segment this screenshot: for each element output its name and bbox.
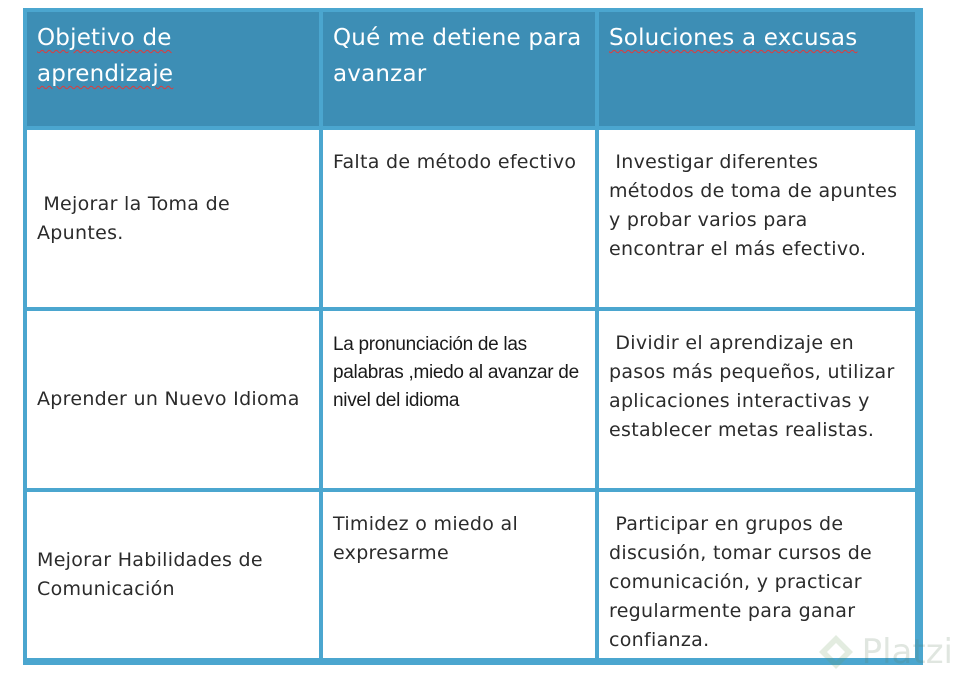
- row-3-solution-text: Participar en grupos de discusión, tomar cursos de comunicación, y practicar regularmente para ganar confianza.: [609, 513, 879, 651]
- header-blocker-line2: avanzar: [333, 61, 427, 87]
- row-2-solution: [599, 311, 915, 488]
- header-objective-line1: Objetivo de: [37, 25, 172, 51]
- row-3-blocker-text: Timidez o miedo al expresarme: [333, 513, 519, 564]
- header-solution-label: Soluciones a excusas: [609, 25, 858, 51]
- table-grid: [27, 12, 919, 661]
- row-2-objective: [27, 311, 319, 488]
- row-3-objective: [27, 492, 319, 658]
- header-solution: [599, 12, 915, 126]
- header-blocker: [323, 12, 595, 126]
- header-objective-line2: aprendizaje: [37, 61, 174, 87]
- row-1-blocker: [323, 130, 595, 307]
- row-1-objective: [27, 130, 319, 307]
- row-2-solution-text: Dividir el aprendizaje en pasos más pequeños, utilizar aplicaciones interactivas y establecer metas realistas.: [609, 332, 901, 441]
- header-blocker-line1: Qué me detiene para: [333, 25, 582, 51]
- row-1-solution-text: Investigar diferentes métodos de toma de apuntes y probar varios para encontrar el más efectivo.: [609, 151, 904, 260]
- platzi-watermark: [816, 632, 953, 672]
- row-3-blocker: [323, 492, 595, 658]
- row-3-objective-text: Mejorar Habilidades de Comunicación: [37, 549, 263, 600]
- platzi-logo-icon: [816, 632, 856, 672]
- row-2-objective-text: Aprender un Nuevo Idioma: [37, 388, 300, 410]
- row-1-blocker-text: Falta de método efectivo: [333, 151, 577, 173]
- row-1-objective-text: Mejorar la Toma de Apuntes.: [37, 192, 237, 244]
- row-2-blocker: [323, 311, 595, 488]
- header-objective: [27, 12, 319, 126]
- row-2-blocker-text: La pronunciación de las palabras ,miedo al avanzar de nivel del idioma: [333, 334, 579, 411]
- watermark-text: Platzi: [861, 632, 953, 672]
- goals-table: [23, 8, 923, 665]
- row-1-solution: [599, 130, 915, 307]
